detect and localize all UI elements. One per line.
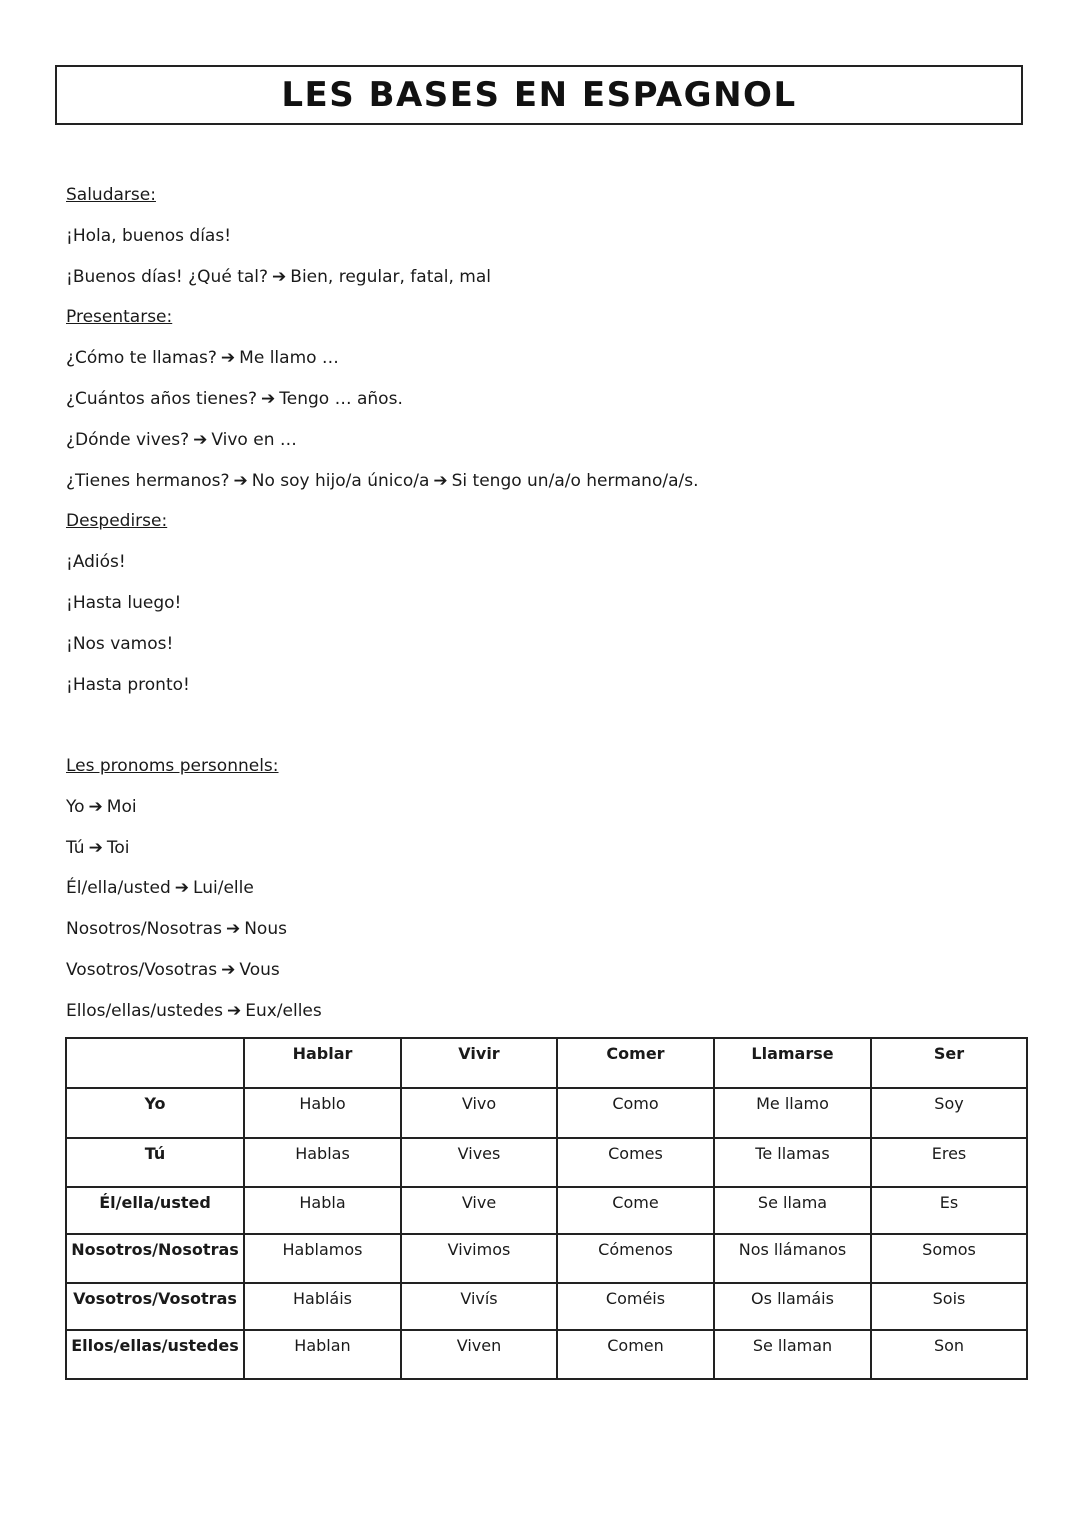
table-cell: Habla [244,1187,401,1234]
table-cell: Es [871,1187,1027,1234]
table-header-cell [66,1038,244,1088]
phrase-line: ¿Cómo te llamas? ➔ Me llamo … [66,348,339,368]
pronoun-line: Él/ella/usted ➔ Lui/elle [66,878,254,898]
table-row [66,1138,1027,1187]
row-pronoun-cell: Él/ella/usted [66,1187,244,1234]
phrase-line: ¡Nos vamos! [66,634,174,654]
table-row [66,1234,1027,1283]
arrow-icon: ➔ [233,471,248,491]
table-cell: Soy [871,1088,1027,1138]
heading-pronoms: Les pronoms personnels: [66,756,279,776]
table-row [66,1187,1027,1234]
table-cell: Se llama [714,1187,871,1234]
table-row [66,1283,1027,1330]
table-cell: Coméis [557,1283,714,1330]
phrase-line: ¡Hasta luego! [66,593,182,613]
table-header-cell: Hablar [244,1038,401,1088]
row-pronoun-cell: Vosotros/Vosotras [66,1283,244,1330]
table-cell: Como [557,1088,714,1138]
table-header-cell: Llamarse [714,1038,871,1088]
table-cell: Comes [557,1138,714,1187]
table-cell: Hablamos [244,1234,401,1283]
arrow-icon: ➔ [174,878,190,898]
arrow-icon: ➔ [88,838,103,858]
phrase-line: ¡Hasta pronto! [66,675,190,695]
table-cell: Os llamáis [714,1283,871,1330]
phrase-line: ¡Adiós! [66,552,126,572]
table-row [66,1330,1027,1379]
table-cell: Hablas [244,1138,401,1187]
heading-despedirse: Despedirse: [66,511,168,531]
row-pronoun-cell: Tú [66,1138,244,1187]
phrase-line: ¿Dónde vives? ➔ Vivo en … [66,430,297,450]
arrow-icon: ➔ [261,389,276,409]
arrow-icon: ➔ [225,919,241,939]
arrow-icon: ➔ [220,348,236,368]
table-cell: Somos [871,1234,1027,1283]
row-pronoun-cell: Yo [66,1088,244,1138]
table-cell: Se llaman [714,1330,871,1379]
page-title: LES BASES EN ESPAGNOL [281,75,797,115]
table-cell: Hablan [244,1330,401,1379]
phrase-line: ¿Cuántos años tienes? ➔ Tengo … años. [66,389,403,409]
table-cell: Eres [871,1138,1027,1187]
heading-saludarse: Saludarse: [66,185,156,205]
table-cell: Nos llámanos [714,1234,871,1283]
heading-presentarse: Presentarse: [66,307,173,327]
arrow-icon: ➔ [272,267,287,287]
table-cell: Vivimos [401,1234,557,1283]
table-header-cell: Ser [871,1038,1027,1088]
title-box [55,65,1023,125]
table-header-cell: Comer [557,1038,714,1088]
arrow-icon: ➔ [193,430,208,450]
table-cell: Viven [401,1330,557,1379]
table-cell: Son [871,1330,1027,1379]
arrow-icon: ➔ [88,797,103,817]
table-row [66,1088,1027,1138]
pronoun-line: Nosotros/Nosotras ➔ Nous [66,919,287,939]
table-cell: Te llamas [714,1138,871,1187]
table-cell: Vive [401,1187,557,1234]
table-cell: Habláis [244,1283,401,1330]
table-cell: Hablo [244,1088,401,1138]
table-header-cell: Vivir [401,1038,557,1088]
table-cell: Me llamo [714,1088,871,1138]
pronoun-line: Ellos/ellas/ustedes ➔ Eux/elles [66,1001,322,1021]
row-pronoun-cell: Ellos/ellas/ustedes [66,1330,244,1379]
row-pronoun-cell: Nosotros/Nosotras [66,1234,244,1283]
table-cell: Vivís [401,1283,557,1330]
table-cell: Sois [871,1283,1027,1330]
pronoun-line: Vosotros/Vosotras ➔ Vous [66,960,280,980]
table-cell: Vivo [401,1088,557,1138]
phrase-line: ¡Buenos días! ¿Qué tal? ➔ Bien, regular, fatal, mal [66,267,492,287]
arrow-icon: ➔ [226,1001,242,1021]
table-cell: Come [557,1187,714,1234]
arrow-icon: ➔ [221,960,236,980]
phrase-line: ¡Hola, buenos días! [66,226,232,246]
table-header-row [66,1038,1027,1088]
phrase-line: ¿Tienes hermanos? ➔ No soy hijo/a único/a ➔ Si tengo un/a/o hermano/a/s. [66,471,699,491]
arrow-icon: ➔ [433,471,448,491]
pronoun-line: Yo ➔ Moi [66,797,137,817]
table-cell: Vives [401,1138,557,1187]
conjugation-table [65,1037,1028,1380]
pronoun-line: Tú ➔ Toi [66,838,130,858]
table-cell: Comen [557,1330,714,1379]
table-cell: Cómenos [557,1234,714,1283]
